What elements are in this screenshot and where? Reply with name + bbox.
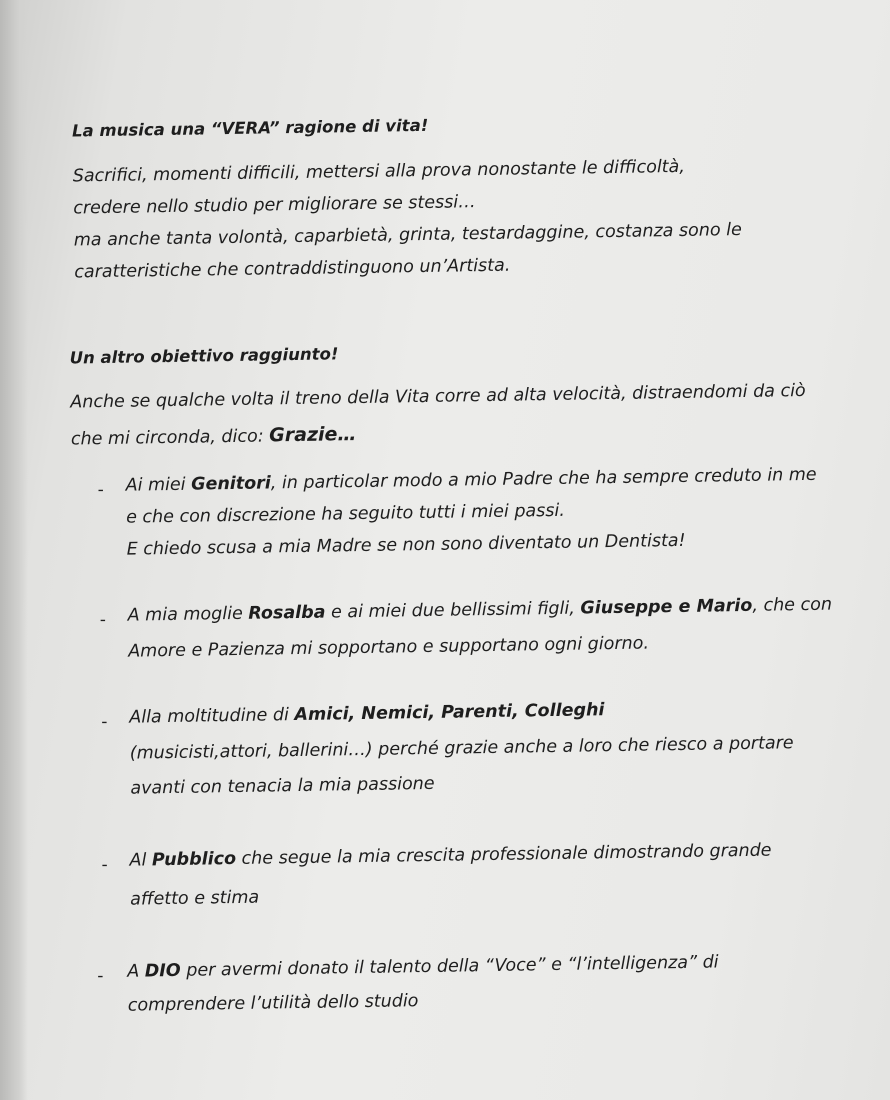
- bold-text: Rosalba: [248, 602, 326, 624]
- text: che segue la mia crescita professionale dimostrando grande: [235, 840, 772, 869]
- section-title-music: La musica una “VERA” ragione di vita!: [71, 115, 429, 141]
- bullet-dash: -: [99, 610, 107, 631]
- text: A mia moglie: [127, 603, 249, 626]
- bold-text: DIO: [144, 960, 181, 982]
- list-item-line: [129, 840, 771, 872]
- bullet-dash: -: [97, 480, 105, 501]
- text: per avermi donato il talento della “Voce” e “l’intelligenza” di: [180, 952, 719, 981]
- document-page: [38, 0, 890, 1100]
- grazie-text: Grazie…: [269, 423, 357, 447]
- list-item-line: [129, 699, 605, 728]
- bold-text: Genitori: [190, 473, 271, 495]
- section-title-goal: Un altro obiettivo raggiunto!: [69, 344, 339, 368]
- bold-text: Amici, Nemici, Parenti, Colleghi: [294, 700, 605, 726]
- bold-text: Pubblico: [151, 848, 237, 871]
- paragraph-line: ma anche tanta volontà, caparbietà, grinta, testardaggine, costanza sono le: [73, 219, 742, 251]
- text: e ai miei due bellissimi figli,: [325, 598, 581, 623]
- text: Alla moltitudine di: [129, 705, 295, 728]
- text: , in particolar modo a mio Padre che ha sempre creduto in me: [270, 464, 817, 494]
- list-item-line: affetto e stima: [129, 887, 260, 910]
- list-item-line: (musicisti,attori, ballerini…) perché grazie anche a loro che riesco a portare: [129, 733, 794, 764]
- text: A: [127, 961, 145, 982]
- text: , che con: [752, 594, 833, 616]
- list-item-line: comprendere l’utilità dello studio: [127, 991, 419, 1016]
- intro-text: che mi circonda, dico:: [70, 426, 270, 450]
- bullet-dash: -: [97, 966, 104, 987]
- text: Al: [129, 850, 153, 871]
- bullet-dash: -: [101, 711, 108, 733]
- intro-line: Anche se qualche volta il treno della Vita corre ad alta velocità, distraendomi da ciò: [70, 380, 806, 413]
- list-item-line: [128, 594, 833, 627]
- bold-text: Giuseppe e Mario: [580, 595, 753, 619]
- paragraph-line: Sacrifici, momenti difficili, mettersi alla prova nonostante le difficoltà,: [72, 156, 686, 187]
- list-item-line: [125, 464, 816, 497]
- list-item-line: Amore e Pazienza mi sopportano e supportano ogni giorno.: [128, 633, 650, 662]
- intro-line: [71, 423, 357, 450]
- list-item-line: [127, 951, 719, 982]
- list-item-line: e che con discrezione ha seguito tutti i miei passi.: [125, 500, 566, 528]
- page-edge-shadow: [0, 0, 28, 1100]
- bullet-dash: -: [101, 855, 108, 876]
- paragraph-line: credere nello studio per migliorare se stessi…: [73, 192, 476, 219]
- text: Ai miei: [125, 474, 192, 496]
- list-item-line: avanti con tenacia la mia passione: [130, 773, 435, 799]
- paragraph-line: caratteristiche che contraddistinguono un’Artista.: [74, 255, 511, 283]
- list-item-line: E chiedo scusa a mia Madre se non sono diventato un Dentista!: [126, 530, 686, 560]
